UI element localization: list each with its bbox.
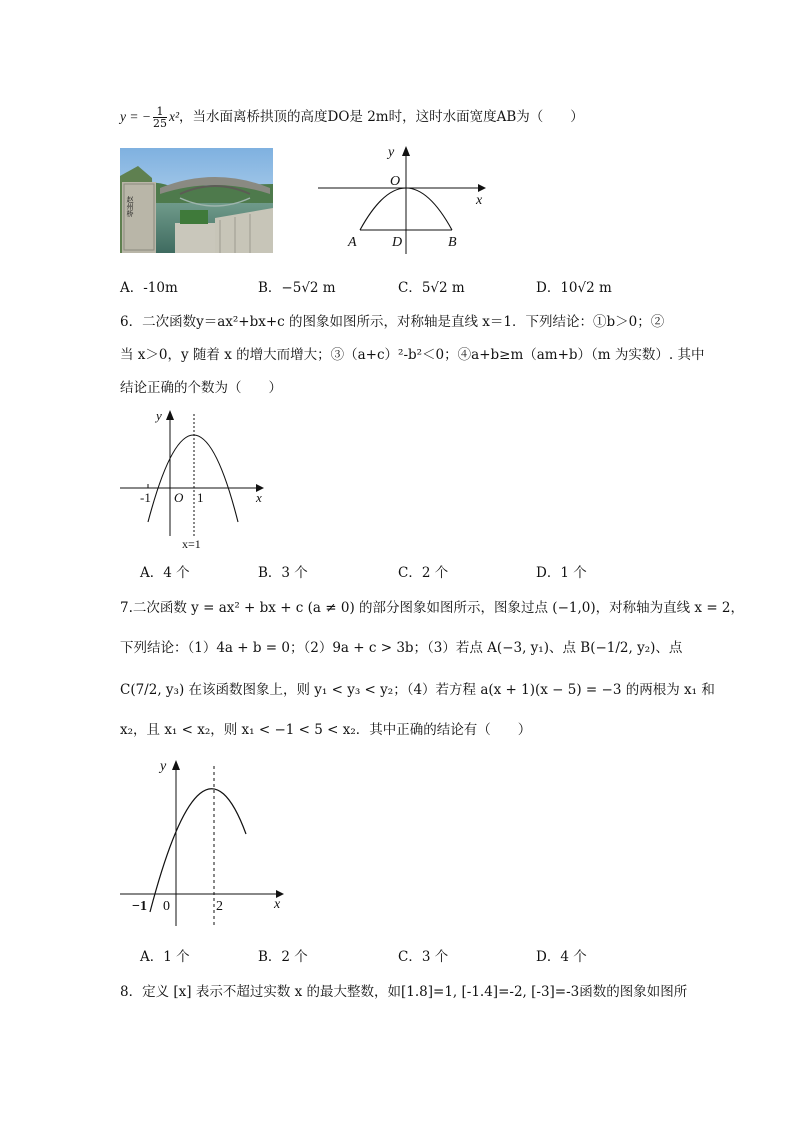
q6-label-O: O <box>174 490 184 505</box>
q5-formula-prefix: y = − <box>120 109 151 124</box>
q6-label-axis: x=1 <box>182 537 201 551</box>
q6-label-1: 1 <box>197 490 204 505</box>
q7-line-3: C(7/2, y₃) 在该函数图象上，则 y₁ < y₃ < y₂；（4）若方程 a(x + 1)(x − 5) = −3 的两根为 x₁ 和 <box>120 682 715 698</box>
q7-option-b[interactable]: B．2 个 <box>258 949 308 965</box>
q5-option-c[interactable]: C．5√2 m <box>398 280 465 296</box>
q5-text: ，当水面离桥拱顶的高度DO是 2m时，这时水面宽度AB为（ ） <box>179 109 584 125</box>
q7-y-arrow <box>172 760 180 770</box>
q7-option-c[interactable]: C．3 个 <box>398 949 449 965</box>
q6-y-arrow <box>166 410 174 420</box>
q6-parabola <box>148 435 238 522</box>
q7-label-y: y <box>160 759 167 774</box>
q7-label-x: x <box>274 897 281 912</box>
q7-parabola-graph <box>116 752 292 928</box>
q5-y-arrow <box>402 146 410 156</box>
q5-option-d[interactable]: D．10√2 m <box>536 280 612 296</box>
q6-option-c[interactable]: C．2 个 <box>398 565 449 581</box>
q7-option-d[interactable]: D．4 个 <box>536 949 587 965</box>
q8-line-1: 8．定义 [x] 表示不超过实数 x 的最大整数，如[1.8]=1, [-1.4]=-2, [-3]=-3函数的图象如图所 <box>120 984 688 1000</box>
photo-text-1: 赵州桥 <box>126 196 134 217</box>
q6-option-b[interactable]: B．3 个 <box>258 565 308 581</box>
q6-label-y: y <box>156 408 162 423</box>
q6-line-1: 6．二次函数y＝ax²+bx+c 的图象如图所示，对称轴是直线 x＝1．下列结论：①b＞0；② <box>120 314 665 330</box>
bridge-photo <box>120 148 273 253</box>
q5-label-y: y <box>388 145 395 160</box>
q5-stem <box>120 106 584 129</box>
q6-option-d[interactable]: D．1 个 <box>536 565 587 581</box>
q6-line-3: 结论正确的个数为（ ） <box>120 380 282 396</box>
q5-label-D: D <box>392 235 403 250</box>
q7-label-2: 2 <box>216 899 223 914</box>
q6-label-x: x <box>256 490 262 505</box>
q5-label-A: A <box>348 235 357 250</box>
q5-label-B: B <box>448 235 457 250</box>
q5-frac-num: 1 <box>153 106 167 118</box>
q6-parabola-graph <box>116 404 276 554</box>
q7-label-0: 0 <box>163 899 170 914</box>
q5-parabola-graph <box>312 140 502 260</box>
q7-line-1: 7.二次函数 y = ax² + bx + c (a ≠ 0) 的部分图象如图所示，图象过点 (−1,0)，对称轴为直线 x = 2， <box>120 600 745 616</box>
q5-label-O: O <box>390 174 401 189</box>
q7-option-a[interactable]: A．1 个 <box>140 949 190 965</box>
q6-label-neg1: -1 <box>140 490 151 505</box>
q7-line-2: 下列结论：（1）4a + b = 0；（2）9a + c > 3b；（3）若点 A(−3, y₁)、点 B(−1/2, y₂)、点 <box>120 640 683 656</box>
q6-option-a[interactable]: A．4 个 <box>140 565 190 581</box>
q5-x-arrow <box>478 184 486 192</box>
q5-fraction <box>153 106 167 129</box>
q6-line-2: 当 x＞0，y 随着 x 的增大而增大；③（a+c）²-b²＜0；④a+b≥m（am+b）（m 为实数）. 其中 <box>120 347 705 363</box>
q5-label-x: x <box>476 193 483 208</box>
q5-option-a[interactable]: A．-10m <box>120 280 178 296</box>
q5-frac-den: 25 <box>152 117 167 130</box>
q5-option-b[interactable]: B．−5√2 m <box>258 280 336 296</box>
q7-label-neg1: −1 <box>132 899 147 914</box>
q5-formula-var: x² <box>168 109 180 124</box>
q7-line-4: x₂，且 x₁ < x₂，则 x₁ < −1 < 5 < x₂．其中正确的结论有（ ） <box>120 722 532 738</box>
